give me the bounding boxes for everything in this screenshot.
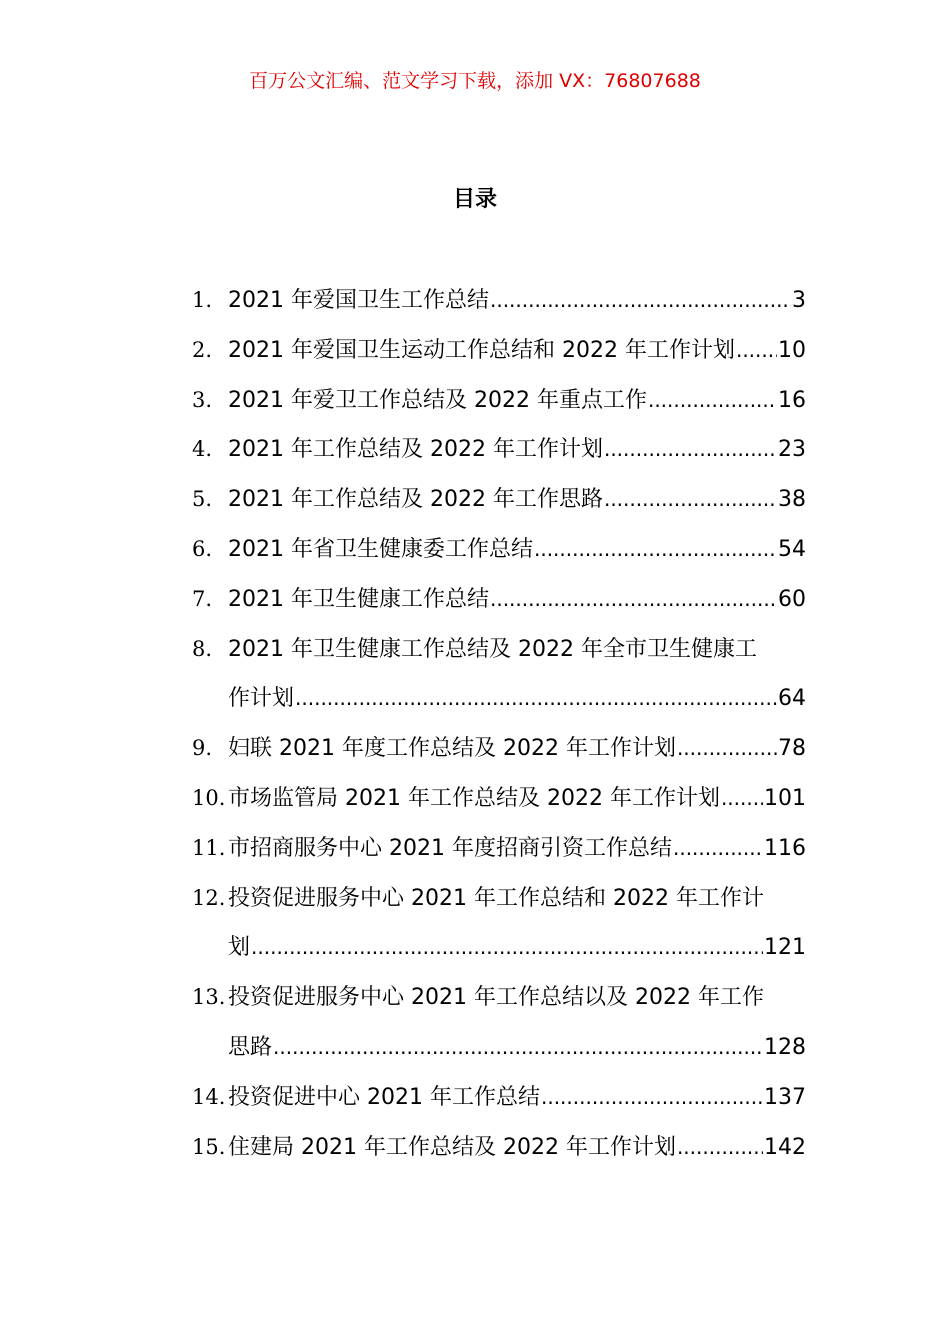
toc-entry-title: 投资促进服务中心 2021 年工作总结和 2022 年工作计 bbox=[228, 885, 764, 911]
toc-entry-title: 2021 年爱国卫生运动工作总结和 2022 年工作计划 bbox=[228, 337, 735, 363]
toc-entry-page: 3 bbox=[792, 288, 806, 313]
toc-entry[interactable] bbox=[192, 475, 806, 525]
toc-entry-number: 5. bbox=[192, 487, 213, 512]
dot-leader bbox=[251, 923, 763, 973]
toc-entry-page: 101 bbox=[764, 785, 806, 811]
toc-title: 目录 bbox=[452, 187, 497, 212]
toc-entry-number: 1. bbox=[192, 288, 213, 312]
toc-entry-number: 6. bbox=[192, 536, 213, 561]
toc-entry-title: 2021 年卫生健康工作总结及 2022 年全市卫生健康工 bbox=[228, 636, 757, 662]
toc-entry-page: 60 bbox=[778, 586, 806, 612]
toc-entry-title: 2021 年爱国卫生工作总结 bbox=[228, 288, 489, 313]
toc-entry-page: 128 bbox=[764, 1034, 806, 1060]
toc-entry-page: 38 bbox=[778, 487, 806, 513]
dot-leader bbox=[677, 724, 777, 774]
toc-entry-title-continued: 作计划 bbox=[228, 686, 295, 712]
toc-entry-title: 市场监管局 2021 年工作总结及 2022 年工作计划 bbox=[228, 785, 720, 811]
toc-entry-page: 78 bbox=[778, 736, 806, 762]
dot-leader bbox=[490, 276, 791, 326]
toc-entry-page: 64 bbox=[778, 686, 806, 712]
toc-entry[interactable] bbox=[192, 1123, 806, 1173]
toc-entry-number: 10. bbox=[192, 785, 226, 810]
dot-leader bbox=[736, 326, 777, 376]
header-watermark-note: 百万公文汇编、范文学习下载，添加 VX：76807688 bbox=[249, 70, 701, 92]
toc-entry-title: 2021 年爱卫工作总结及 2022 年重点工作 bbox=[228, 387, 647, 413]
toc-entry[interactable] bbox=[192, 276, 806, 326]
toc-entry-page: 16 bbox=[778, 387, 806, 413]
toc-entry-number: 7. bbox=[192, 586, 213, 611]
toc-entry-title-continued: 思路 bbox=[228, 1034, 273, 1060]
toc-entry-page: 23 bbox=[778, 437, 806, 463]
toc-entry-title: 2021 年卫生健康工作总结 bbox=[228, 586, 489, 612]
toc-entry[interactable] bbox=[192, 326, 806, 376]
toc-entry-number: 8. bbox=[192, 636, 213, 661]
toc-entry-title: 住建局 2021 年工作总结及 2022 年工作计划 bbox=[228, 1134, 676, 1160]
toc-entry-page: 10 bbox=[778, 337, 806, 363]
toc-entry-title: 市招商服务中心 2021 年度招商引资工作总结 bbox=[228, 835, 672, 861]
toc-entry[interactable] bbox=[192, 625, 806, 725]
toc-entry-number: 4. bbox=[192, 437, 213, 462]
toc-entry-title: 投资促进服务中心 2021 年工作总结以及 2022 年工作 bbox=[228, 985, 764, 1011]
dot-leader bbox=[295, 674, 777, 724]
toc-entry-title: 2021 年省卫生健康委工作总结 bbox=[228, 536, 533, 562]
toc-entry-number: 2. bbox=[192, 337, 213, 362]
toc-entry-number: 11. bbox=[192, 835, 226, 860]
toc-entry-number: 14. bbox=[192, 1084, 226, 1109]
dot-leader bbox=[648, 376, 777, 426]
toc-entry[interactable] bbox=[192, 724, 806, 774]
toc-entry-title: 2021 年工作总结及 2022 年工作计划 bbox=[228, 437, 603, 463]
toc-entry-page: 137 bbox=[764, 1084, 806, 1110]
toc-entry[interactable] bbox=[192, 973, 806, 1073]
toc-entry-number: 13. bbox=[192, 985, 226, 1010]
toc-entry-page: 116 bbox=[764, 835, 806, 861]
toc-entry[interactable] bbox=[192, 774, 806, 824]
toc-entry-page: 121 bbox=[764, 935, 806, 961]
toc-entry[interactable] bbox=[192, 425, 806, 475]
toc-entry-title-continued: 划 bbox=[228, 935, 251, 961]
toc-entry-number: 12. bbox=[192, 885, 226, 910]
toc-entry-number: 3. bbox=[192, 387, 213, 412]
dot-leader bbox=[534, 525, 777, 575]
dot-leader bbox=[677, 1123, 763, 1173]
toc-entry[interactable] bbox=[192, 376, 806, 426]
dot-leader bbox=[273, 1023, 763, 1073]
toc-entry[interactable] bbox=[192, 1073, 806, 1123]
toc-entry-title: 2021 年工作总结及 2022 年工作思路 bbox=[228, 487, 603, 513]
toc-entry-page: 54 bbox=[778, 536, 806, 562]
dot-leader bbox=[673, 824, 763, 874]
toc-entry[interactable] bbox=[192, 525, 806, 575]
dot-leader bbox=[604, 475, 777, 525]
toc-list bbox=[192, 276, 806, 1172]
toc-entry[interactable] bbox=[192, 824, 806, 874]
dot-leader bbox=[541, 1073, 763, 1123]
toc-entry-number: 9. bbox=[192, 736, 213, 761]
dot-leader bbox=[490, 575, 777, 625]
dot-leader bbox=[604, 425, 777, 475]
toc-entry-title: 投资促进中心 2021 年工作总结 bbox=[228, 1084, 540, 1110]
toc-entry-number: 15. bbox=[192, 1134, 226, 1159]
toc-entry-page: 142 bbox=[764, 1134, 806, 1160]
dot-leader bbox=[721, 774, 763, 824]
toc-entry[interactable] bbox=[192, 874, 806, 974]
toc-entry-title: 妇联 2021 年度工作总结及 2022 年工作计划 bbox=[228, 736, 676, 762]
toc-entry[interactable] bbox=[192, 575, 806, 625]
